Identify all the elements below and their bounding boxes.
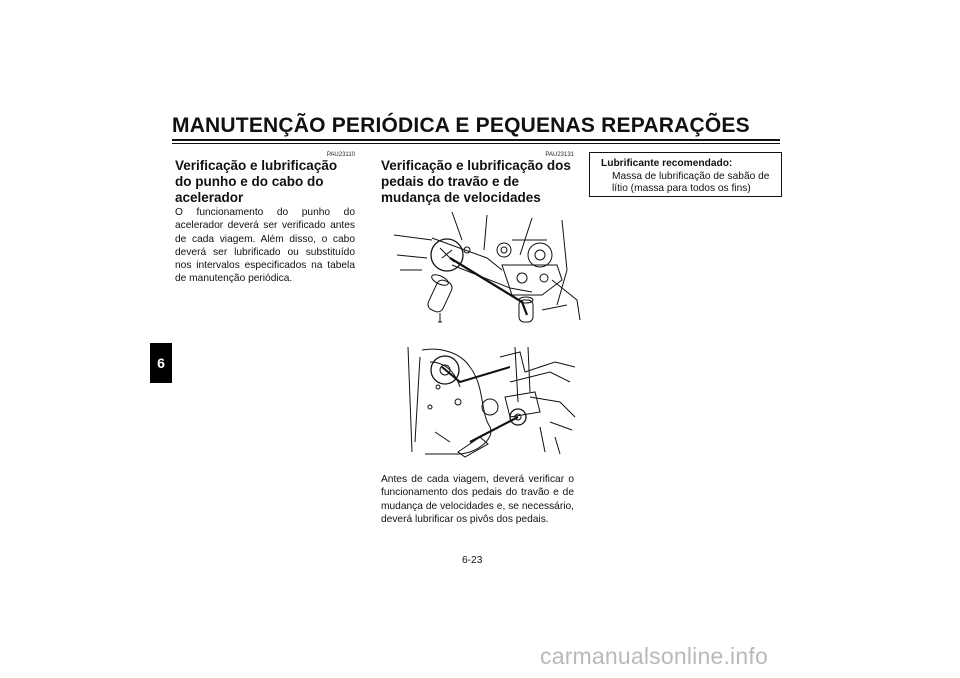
spec-title: Lubrificante recomendado:	[601, 158, 733, 169]
section-throttle	[175, 152, 355, 286]
section-pedals	[381, 152, 574, 206]
header-rule-thick	[172, 139, 780, 141]
section-body: Antes de cada viagem, deverá verificar o funcionamento dos pedais do travão e de mudança de velocidades e, se necessário, deverá lubrificar os pivôs dos pedais.	[381, 474, 574, 525]
header-rule-thin	[172, 143, 780, 144]
section-body: O funcionamento do punho do acelerador deverá ser verificado antes de cada viagem. Além disso, o cabo deverá ser lubrificado ou substituído nos intervalos especificados na tabela de manutenção periódica.	[175, 207, 355, 285]
section-heading: Verificação e lubrificação do punho e do cabo do acelerador	[175, 158, 338, 205]
section-code: PAU23131	[545, 152, 574, 158]
section-heading: Verificação e lubrificação dos pedais do travão e de mudança de velocidades	[381, 158, 571, 205]
chapter-tab: 6	[150, 343, 172, 383]
spec-value: Massa de lubrificação de sabão de lítio (massa para todos os fins)	[612, 170, 770, 195]
brake-pedal-illustration	[392, 210, 582, 335]
page-number: 6-23	[462, 555, 483, 566]
lubricant-spec-box	[589, 152, 782, 197]
page-title: MANUTENÇÃO PERIÓDICA E PEQUENAS REPARAÇÕES	[172, 114, 750, 137]
watermark: carmanualsonline.info	[540, 643, 768, 669]
shift-pedal-illustration	[400, 342, 580, 462]
section-code: PAU23110	[326, 152, 355, 158]
